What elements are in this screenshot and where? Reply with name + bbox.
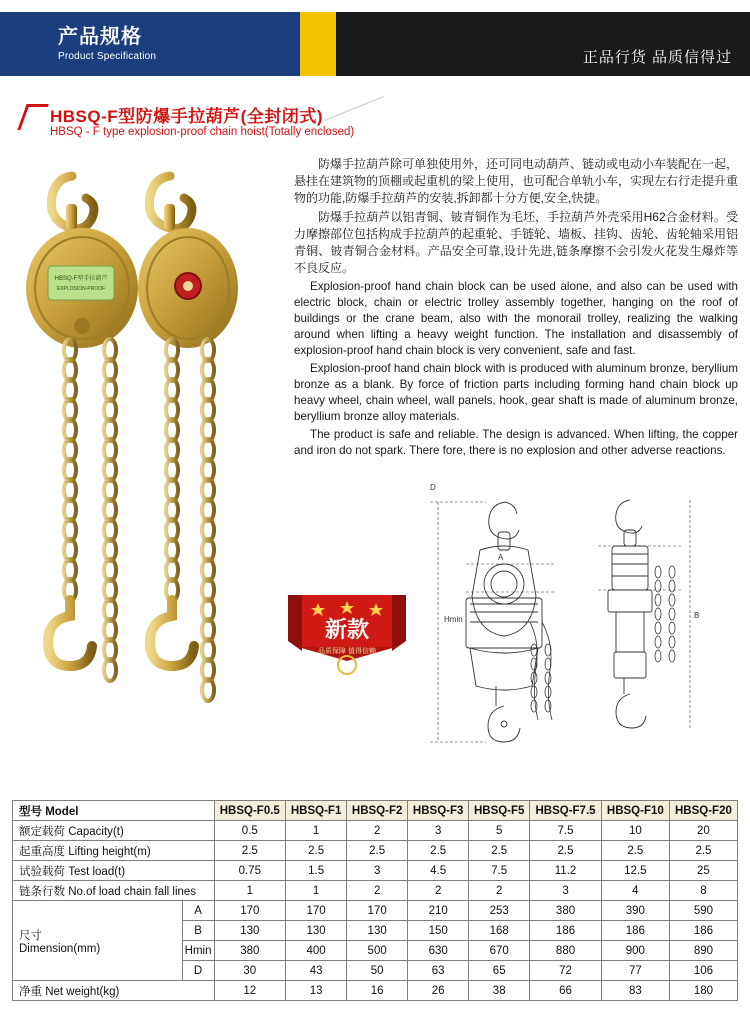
cell: 2.5	[669, 841, 737, 861]
cell: 2	[347, 821, 408, 841]
cell: 210	[408, 901, 469, 921]
cell: 170	[214, 901, 286, 921]
product-photo	[12, 160, 282, 720]
title-corner-mark	[17, 104, 48, 130]
cell: 20	[669, 821, 737, 841]
cell: 12	[214, 981, 286, 1001]
cell: 3	[347, 861, 408, 881]
row-label-test-load: 试验载荷 Test load(t)	[13, 861, 215, 881]
cell: 590	[669, 901, 737, 921]
svg-text:D: D	[430, 483, 436, 492]
cell: 7.5	[469, 861, 530, 881]
cell: 2	[408, 881, 469, 901]
header-black-bar	[336, 12, 750, 76]
cell: 630	[408, 941, 469, 961]
cell: 186	[530, 921, 602, 941]
cell: 880	[530, 941, 602, 961]
cell: 83	[601, 981, 669, 1001]
cell: 13	[286, 981, 347, 1001]
header-title-group	[58, 26, 156, 63]
svg-text:B: B	[694, 611, 700, 620]
specification-table	[12, 800, 738, 1001]
cell: 0.5	[214, 821, 286, 841]
desc-en-1: Explosion-proof hand chain block can be used alone, and also can be used with electric block, chain or electric trolley assembly together, hanging on the roof of buildings or the crane beam, also with the monorail trolley, realizing the walking around when lifting a heavy weight function. The installation and disassembly of explosion-proof hand chain block is very convenient, safe and fast.	[294, 280, 738, 357]
content-area	[0, 150, 750, 790]
cell: 150	[408, 921, 469, 941]
cell: 11.2	[530, 861, 602, 881]
cell: 900	[601, 941, 669, 961]
cell: 2.5	[347, 841, 408, 861]
header-title-en: Product Specification	[58, 51, 157, 62]
section-title-block	[22, 102, 750, 150]
table-row	[13, 841, 738, 861]
cell: 890	[669, 941, 737, 961]
cell: 500	[347, 941, 408, 961]
specification-table-wrapper	[12, 800, 738, 1001]
cell: 2.5	[601, 841, 669, 861]
cell: 130	[347, 921, 408, 941]
model-col-1: HBSQ-F1	[286, 801, 347, 821]
header-blue-bar	[0, 12, 300, 76]
cell: 1	[286, 821, 347, 841]
cell: 253	[469, 901, 530, 921]
description-column	[294, 156, 738, 461]
cell: 380	[214, 941, 286, 961]
dimension-key-d: D	[182, 961, 214, 981]
cell: 65	[469, 961, 530, 981]
table-row	[13, 981, 738, 1001]
svg-text:Hmin: Hmin	[444, 615, 463, 624]
cell: 106	[669, 961, 737, 981]
model-col-5: HBSQ-F7.5	[530, 801, 602, 821]
cell: 7.5	[530, 821, 602, 841]
cell: 72	[530, 961, 602, 981]
cell: 5	[469, 821, 530, 841]
cell: 170	[347, 901, 408, 921]
cell: 3	[530, 881, 602, 901]
cell: 130	[214, 921, 286, 941]
cell: 77	[601, 961, 669, 981]
cell: 1	[286, 881, 347, 901]
cell: 1	[214, 881, 286, 901]
cell: 50	[347, 961, 408, 981]
cell: 30	[214, 961, 286, 981]
cell: 2.5	[214, 841, 286, 861]
cell: 130	[286, 921, 347, 941]
cell: 10	[601, 821, 669, 841]
desc-cn-1: 防爆手拉葫芦除可单独使用外，还可同电动葫芦、链动或电动小车装配在一起，悬挂在建筑物的顶棚或起重机的梁上使用，也可配合单轨小车，实现左右行走提升重物的功能,防爆手拉葫芦的安装,拆卸都十分方便,安全,快捷。	[294, 157, 739, 205]
page-header	[0, 0, 750, 88]
cell: 670	[469, 941, 530, 961]
model-col-3: HBSQ-F3	[408, 801, 469, 821]
table-row	[13, 881, 738, 901]
model-col-7: HBSQ-F20	[669, 801, 737, 821]
cell: 400	[286, 941, 347, 961]
cell: 180	[669, 981, 737, 1001]
section-title-en: HBSQ - F type explosion-proof chain hoist(Totally enclosed)	[50, 126, 355, 138]
cell: 4	[601, 881, 669, 901]
table-header-row	[13, 801, 738, 821]
svg-text:A: A	[498, 553, 504, 562]
dimension-key-a: A	[182, 901, 214, 921]
header-title-cn: 产品规格	[58, 26, 142, 48]
cell: 1.5	[286, 861, 347, 881]
cell: 0.75	[214, 861, 286, 881]
model-col-0: HBSQ-F0.5	[214, 801, 286, 821]
cell: 168	[469, 921, 530, 941]
cell: 3	[408, 821, 469, 841]
cell: 390	[601, 901, 669, 921]
row-label-lifting-height: 起重高度 Lifting height(m)	[13, 841, 215, 861]
cell: 2	[347, 881, 408, 901]
model-col-4: HBSQ-F5	[469, 801, 530, 821]
cell: 2.5	[469, 841, 530, 861]
cell: 16	[347, 981, 408, 1001]
row-label-capacity: 额定载荷 Capacity(t)	[13, 821, 215, 841]
cell: 25	[669, 861, 737, 881]
cell: 43	[286, 961, 347, 981]
cell: 380	[530, 901, 602, 921]
model-header: 型号 Model	[13, 801, 215, 821]
row-label-dimension	[13, 901, 183, 981]
cell: 2.5	[408, 841, 469, 861]
svg-text:新款: 新款	[324, 617, 370, 642]
cell: 63	[408, 961, 469, 981]
header-tagline: 正品行货 品质信得过	[582, 49, 732, 66]
table-row	[13, 861, 738, 881]
desc-cn-2: 防爆手拉葫芦以铝青铜、铍青铜作为毛坯，手拉葫芦外壳采用H62合金材料。受力摩擦部位包括构成手拉葫芦的起重轮、手链轮、墙板、挂钩、齿轮、齿轮轴采用铝青铜、铍青铜合金材料。产品安全可靠,设计先进,链条摩擦不会引发火花发生爆炸等不良反应。	[294, 210, 739, 275]
new-product-badge	[288, 587, 406, 681]
dimension-key-b: B	[182, 921, 214, 941]
cell: 12.5	[601, 861, 669, 881]
cell: 186	[601, 921, 669, 941]
cell: 2	[469, 881, 530, 901]
svg-text:品质保障 值得信赖: 品质保障 值得信赖	[318, 648, 376, 655]
dimension-label-cn: 尺寸	[19, 929, 42, 942]
dimension-label-en: Dimension(mm)	[19, 942, 101, 955]
cell: 186	[669, 921, 737, 941]
row-label-chain-fall-lines: 链条行数 No.of load chain fall lines	[13, 881, 215, 901]
model-col-6: HBSQ-F10	[601, 801, 669, 821]
svg-text:HBSQ-F型手拉葫芦: HBSQ-F型手拉葫芦	[54, 276, 108, 282]
table-row	[13, 901, 738, 921]
cell: 26	[408, 981, 469, 1001]
title-slash-decoration	[324, 96, 384, 121]
cell: 4.5	[408, 861, 469, 881]
model-col-2: HBSQ-F2	[347, 801, 408, 821]
table-row	[13, 821, 738, 841]
cell: 8	[669, 881, 737, 901]
desc-en-3: The product is safe and reliable. The design is advanced. When lifting, the copper and iron do not spark. There fore, there is no explosion and other adverse reactions.	[294, 428, 738, 457]
desc-en-2: Explosion-proof hand chain block with is produced with aluminum bronze, beryllium bronze as a blank. By force of friction parts including forming hand chain block up heavy wheel, chain wheel, wall panels, hook, gear shaft is made of aluminum bronze, beryllium bronze alloy materials.	[294, 362, 738, 423]
cell: 2.5	[286, 841, 347, 861]
technical-drawings	[410, 472, 740, 770]
cell: 38	[469, 981, 530, 1001]
dimension-key-hmin: Hmin	[182, 941, 214, 961]
cell: 170	[286, 901, 347, 921]
section-title-cn: HBSQ-F型防爆手拉葫芦(全封闭式)	[50, 107, 323, 126]
cell: 66	[530, 981, 602, 1001]
svg-text:EXPLOSION-PROOF: EXPLOSION-PROOF	[56, 286, 106, 292]
row-label-net-weight: 净重 Net weight(kg)	[13, 981, 215, 1001]
cell: 2.5	[530, 841, 602, 861]
